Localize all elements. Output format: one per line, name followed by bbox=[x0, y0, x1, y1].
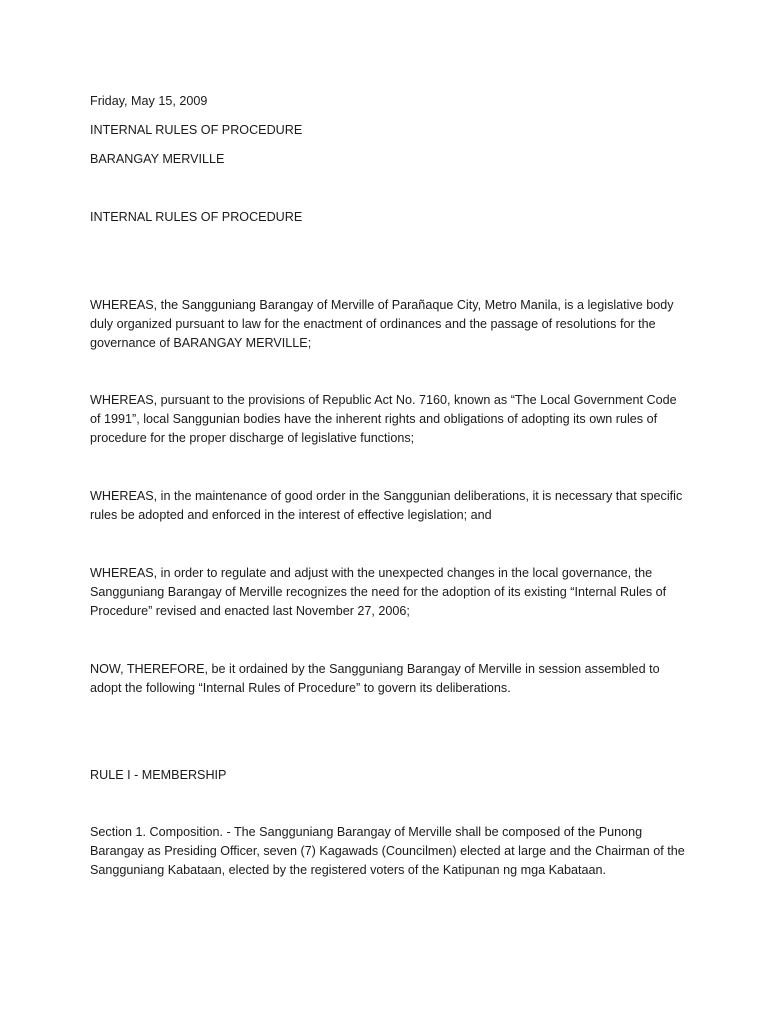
whereas-paragraph bbox=[90, 296, 682, 354]
whereas-paragraph bbox=[90, 487, 682, 525]
document-title: INTERNAL RULES OF PROCEDURE bbox=[90, 123, 303, 137]
paragraph-line: WHEREAS, in the maintenance of good order in the Sanggunian deliberations, it is necessary that specific bbox=[90, 489, 683, 503]
rule-heading: RULE I - MEMBERSHIP bbox=[90, 768, 227, 782]
paragraph-line: Barangay as Presiding Officer, seven (7) Kagawads (Councilmen) elected at large and the Chairman of the bbox=[90, 844, 685, 859]
paragraph-line: governance of BARANGAY MERVILLE; bbox=[90, 336, 312, 351]
paragraph-line: procedure for the proper discharge of legislative functions; bbox=[90, 431, 415, 446]
whereas-paragraph bbox=[90, 391, 682, 449]
document-date: Friday, May 15, 2009 bbox=[90, 94, 208, 108]
paragraph-line: Sangguniang Barangay of Merville recognizes the need for the adoption of its existing “Internal Rules of bbox=[90, 585, 667, 600]
paragraph-line: of 1991”, local Sanggunian bodies have the inherent rights and obligations of adopting its own rules of bbox=[90, 412, 658, 427]
paragraph-line: adopt the following “Internal Rules of Procedure” to govern its deliberations. bbox=[90, 681, 511, 696]
barangay-name: BARANGAY MERVILLE bbox=[90, 152, 225, 166]
paragraph-line: Section 1. Composition. - The Sangguniang Barangay of Merville shall be composed of the Punong bbox=[90, 825, 643, 839]
section-title: INTERNAL RULES OF PROCEDURE bbox=[90, 210, 303, 224]
paragraph-line: Procedure” revised and enacted last November 27, 2006; bbox=[90, 604, 410, 619]
whereas-paragraph bbox=[90, 564, 682, 622]
paragraph-line: rules be adopted and enforced in the interest of effective legislation; and bbox=[90, 508, 492, 523]
paragraph-line: WHEREAS, pursuant to the provisions of Republic Act No. 7160, known as “The Local Government Code bbox=[90, 393, 677, 407]
ordaining-paragraph bbox=[90, 660, 682, 698]
paragraph-line: duly organized pursuant to law for the enactment of ordinances and the passage of resolutions for the bbox=[90, 317, 656, 332]
paragraph-line: WHEREAS, the Sangguniang Barangay of Merville of Parañaque City, Metro Manila, is a legislative body bbox=[90, 298, 674, 312]
paragraph-line: NOW, THEREFORE, be it ordained by the Sangguniang Barangay of Merville in session assembled to bbox=[90, 662, 660, 676]
paragraph-line: WHEREAS, in order to regulate and adjust with the unexpected changes in the local governance, the bbox=[90, 566, 653, 580]
section-1-paragraph bbox=[90, 823, 685, 881]
paragraph-line: Sangguniang Kabataan, elected by the registered voters of the Katipunan ng mga Kabataan. bbox=[90, 863, 607, 878]
